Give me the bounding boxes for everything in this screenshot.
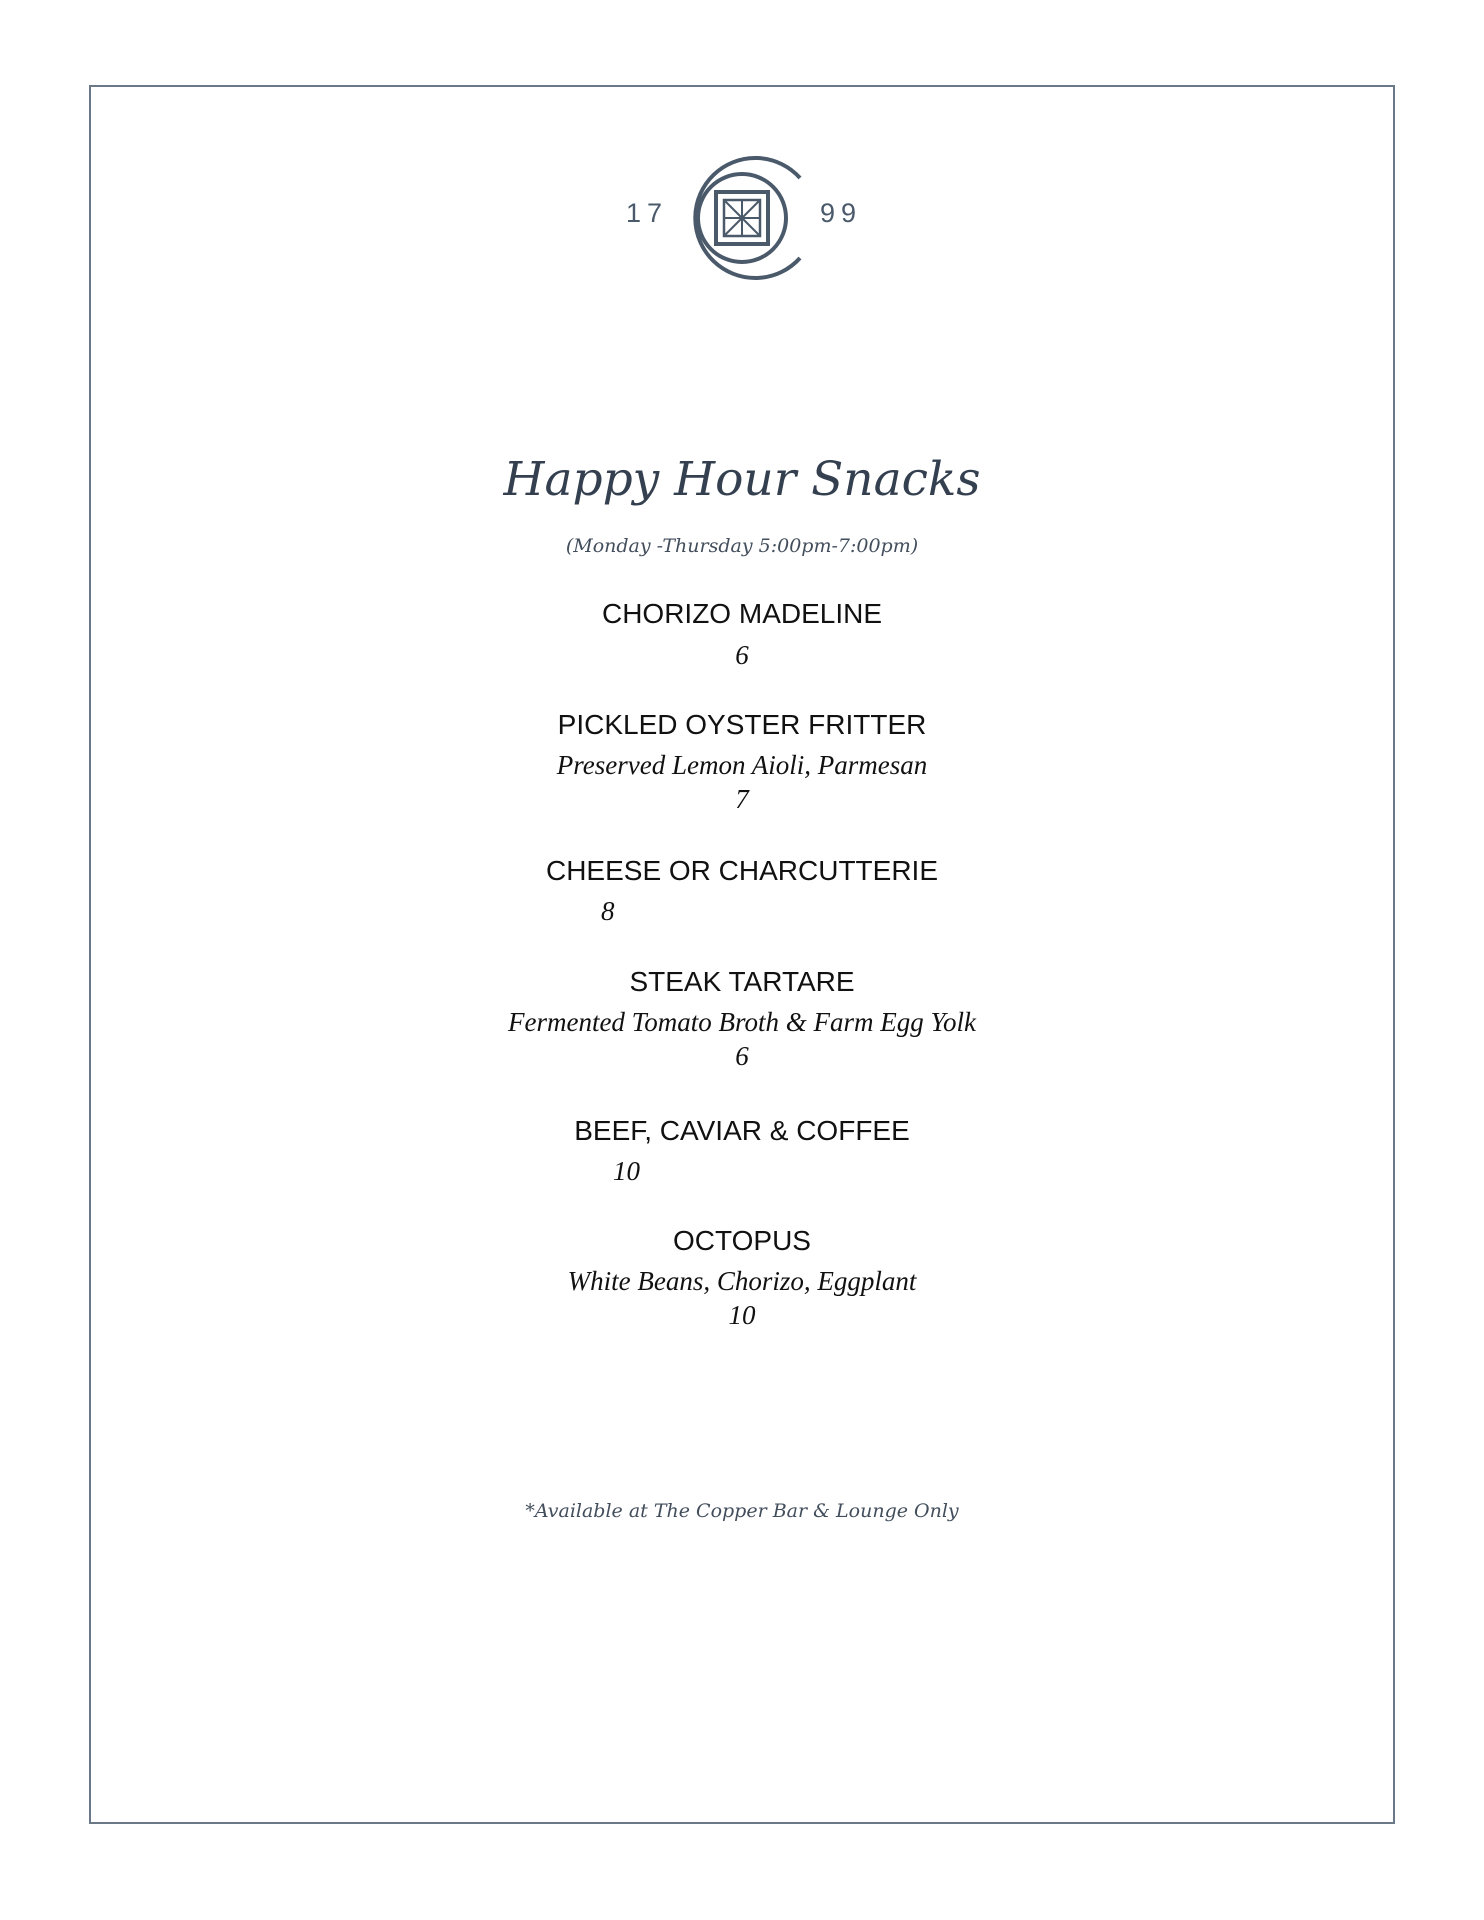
menu-item-price: 10 (613, 1156, 640, 1186)
menu-item-price: 6 (735, 640, 749, 670)
menu-item-price: 7 (735, 784, 749, 814)
menu-item-name: CHEESE OR CHARCUTTERIE (545, 855, 939, 886)
availability-note: *Available at The Copper Bar & Lounge Only (525, 1500, 959, 1522)
menu-item-price: 6 (735, 1041, 749, 1071)
menu-title: Happy Hour Snacks (503, 452, 981, 507)
menu-item-description: White Beans, Chorizo, Eggplant (567, 1266, 917, 1296)
menu-hours: (Monday -Thursday 5:00pm-7:00pm) (565, 535, 919, 557)
menu-item-description: Fermented Tomato Broth & Farm Egg Yolk (507, 1007, 976, 1037)
menu-item-name: STEAK TARTARE (629, 966, 855, 997)
menu-item-name: CHORIZO MADELINE (601, 598, 883, 629)
menu-item-price: 8 (601, 896, 615, 926)
menu-item-description: Preserved Lemon Aioli, Parmesan (556, 750, 928, 780)
menu-item-price: 10 (728, 1300, 756, 1330)
page-border (89, 85, 1395, 1824)
menu-item-name: OCTOPUS (673, 1225, 811, 1256)
menu-item-name: BEEF, CAVIAR & COFFEE (574, 1115, 910, 1146)
logo-year-right: 99 (820, 198, 863, 228)
menu-item-name: PICKLED OYSTER FRITTER (557, 709, 927, 740)
logo-year-left: 17 (626, 198, 669, 228)
